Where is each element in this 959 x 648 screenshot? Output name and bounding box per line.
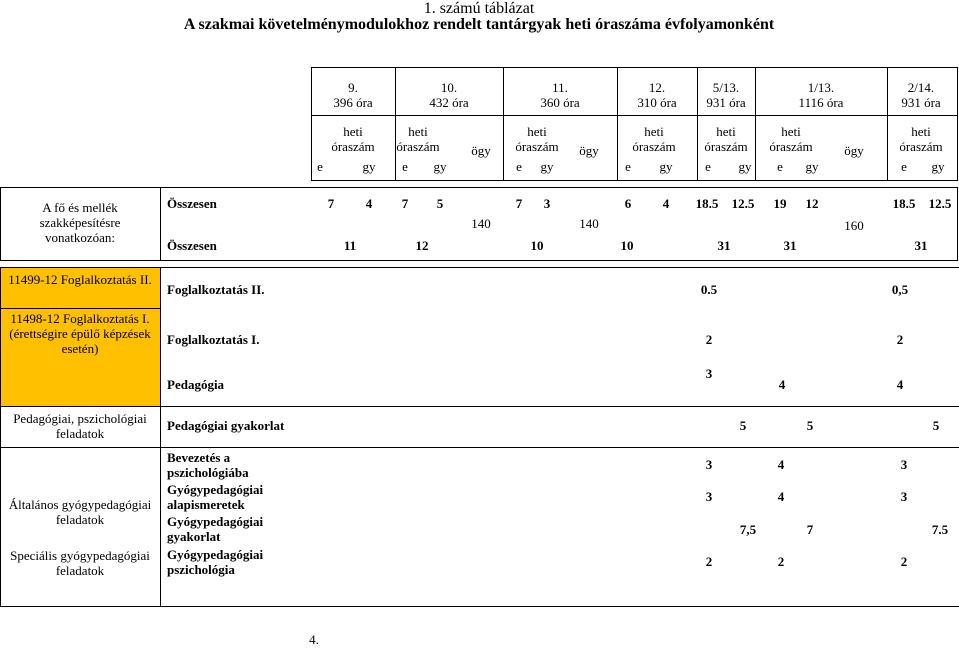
module-label: 11498-12 Foglalkoztatás I. (érettségire épülő képzések esetén)	[9, 311, 151, 356]
subject-name: Foglalkoztatás I.	[167, 332, 260, 347]
ogy-label: ögy	[471, 143, 491, 158]
gy-label: gy	[931, 159, 945, 174]
summary-value: 18.5	[695, 196, 719, 211]
gy-label: gy	[433, 159, 447, 174]
subject-name: Pedagógia	[167, 377, 225, 392]
subject-value: 3	[705, 457, 713, 472]
summary-value: 7	[327, 196, 335, 211]
summary-total: 10	[620, 238, 634, 253]
summary-row1-label: Összesen	[167, 196, 217, 211]
summary-value: 3	[543, 196, 551, 211]
heti-oraszam-label: heti óraszám	[396, 124, 440, 154]
summary-total: 11	[343, 238, 357, 253]
grade-5-13-header: 5/13. 931 óra	[706, 80, 746, 110]
gy-label: gy	[362, 159, 376, 174]
subject-value: 5	[932, 418, 940, 433]
heti-oraszam-label: heti óraszám	[769, 124, 813, 154]
subject-value: 3	[705, 366, 713, 381]
heti-oraszam-label: heti óraszám	[331, 124, 375, 154]
summary-value: 6	[624, 196, 632, 211]
summary-total: 31	[717, 238, 731, 253]
summary-value: 7	[401, 196, 409, 211]
e-label: e	[402, 159, 408, 174]
summary-label: A fő és mellék szakképesítésre vonatkozóan:	[39, 200, 121, 245]
e-label: e	[901, 159, 907, 174]
module-label: 11499-12 Foglalkoztatás II.	[8, 272, 152, 287]
title-line2: A szakmai követelménymodulokhoz rendelt tantárgyak heti óraszáma évfolyamonként	[183, 16, 775, 33]
e-label: e	[777, 159, 783, 174]
subject-value: 2	[705, 554, 713, 569]
subject-value: 7,5	[739, 522, 757, 537]
module-label: Pedagógiai, pszichológiai feladatok	[13, 411, 147, 441]
summary-total: 31	[914, 238, 928, 253]
heti-oraszam-label: heti óraszám	[515, 124, 559, 154]
module-label: Speciális gyógypedagógiai feladatok	[10, 548, 150, 578]
subject-name: Gyógypedagógiai pszichológia	[167, 547, 264, 577]
subject-value: 4	[778, 377, 786, 392]
summary-value: 12	[805, 196, 819, 211]
summary-value: 19	[773, 196, 787, 211]
subject-name: Foglalkoztatás II.	[167, 282, 265, 297]
summary-total: 12	[415, 238, 429, 253]
summary-ogy: 140	[471, 216, 491, 231]
subject-value: 7	[806, 522, 814, 537]
subject-value: 2	[777, 554, 785, 569]
subject-value: 3	[900, 457, 908, 472]
subject-value: 0.5	[700, 282, 718, 297]
grade-11-header: 11. 360 óra	[540, 80, 580, 110]
grade-1-13-header: 1/13. 1116 óra	[798, 80, 844, 110]
heti-oraszam-label: heti óraszám	[704, 124, 748, 154]
summary-value: 18.5	[892, 196, 916, 211]
grade-9-header: 9. 396 óra	[333, 80, 373, 110]
summary-value: 4	[365, 196, 373, 211]
e-label: e	[705, 159, 711, 174]
e-label: e	[625, 159, 631, 174]
summary-value: 12.5	[731, 196, 755, 211]
page-number: 4.	[309, 632, 319, 647]
heti-oraszam-label: heti óraszám	[632, 124, 676, 154]
subject-value: 3	[705, 489, 713, 504]
ogy-label: ögy	[579, 143, 599, 158]
subject-value: 2	[900, 554, 908, 569]
summary-ogy: 140	[579, 216, 599, 231]
subject-value: 0,5	[891, 282, 909, 297]
title-line1: 1. számú táblázat	[423, 0, 535, 17]
summary-total: 10	[530, 238, 544, 253]
summary-value: 5	[436, 196, 444, 211]
summary-value: 4	[662, 196, 670, 211]
module-label: Általános gyógypedagógiai feladatok	[8, 497, 152, 527]
subject-value: 4	[896, 377, 904, 392]
subject-value: 5	[739, 418, 747, 433]
subject-name: Gyógypedagógiai gyakorlat	[167, 514, 264, 544]
summary-row2-label: Összesen	[167, 238, 217, 253]
summary-ogy: 160	[844, 218, 864, 233]
summary-value: 12.5	[928, 196, 952, 211]
subject-value: 4	[777, 457, 785, 472]
subject-name: Gyógypedagógiai alapismeretek	[167, 482, 264, 512]
gy-label: gy	[659, 159, 673, 174]
e-label: e	[516, 159, 522, 174]
heti-oraszam-label: heti óraszám	[899, 124, 943, 154]
gy-label: gy	[805, 159, 819, 174]
grade-10-header: 10. 432 óra	[429, 80, 469, 110]
subject-value: 2	[896, 332, 904, 347]
subject-name: Pedagógiai gyakorlat	[167, 418, 285, 433]
subject-value: 5	[806, 418, 814, 433]
gy-label: gy	[540, 159, 554, 174]
summary-total: 31	[783, 238, 797, 253]
subject-value: 7.5	[931, 522, 949, 537]
gy-label: gy	[738, 159, 752, 174]
subject-value: 3	[900, 489, 908, 504]
e-label: e	[317, 159, 323, 174]
subject-value: 2	[705, 332, 713, 347]
subject-value: 4	[777, 489, 785, 504]
grade-2-14-header: 2/14. 931 óra	[901, 80, 941, 110]
subject-name: Bevezetés a pszichológiába	[167, 450, 249, 480]
ogy-label: ögy	[844, 143, 864, 158]
grade-12-header: 12. 310 óra	[637, 80, 677, 110]
summary-value: 7	[515, 196, 523, 211]
